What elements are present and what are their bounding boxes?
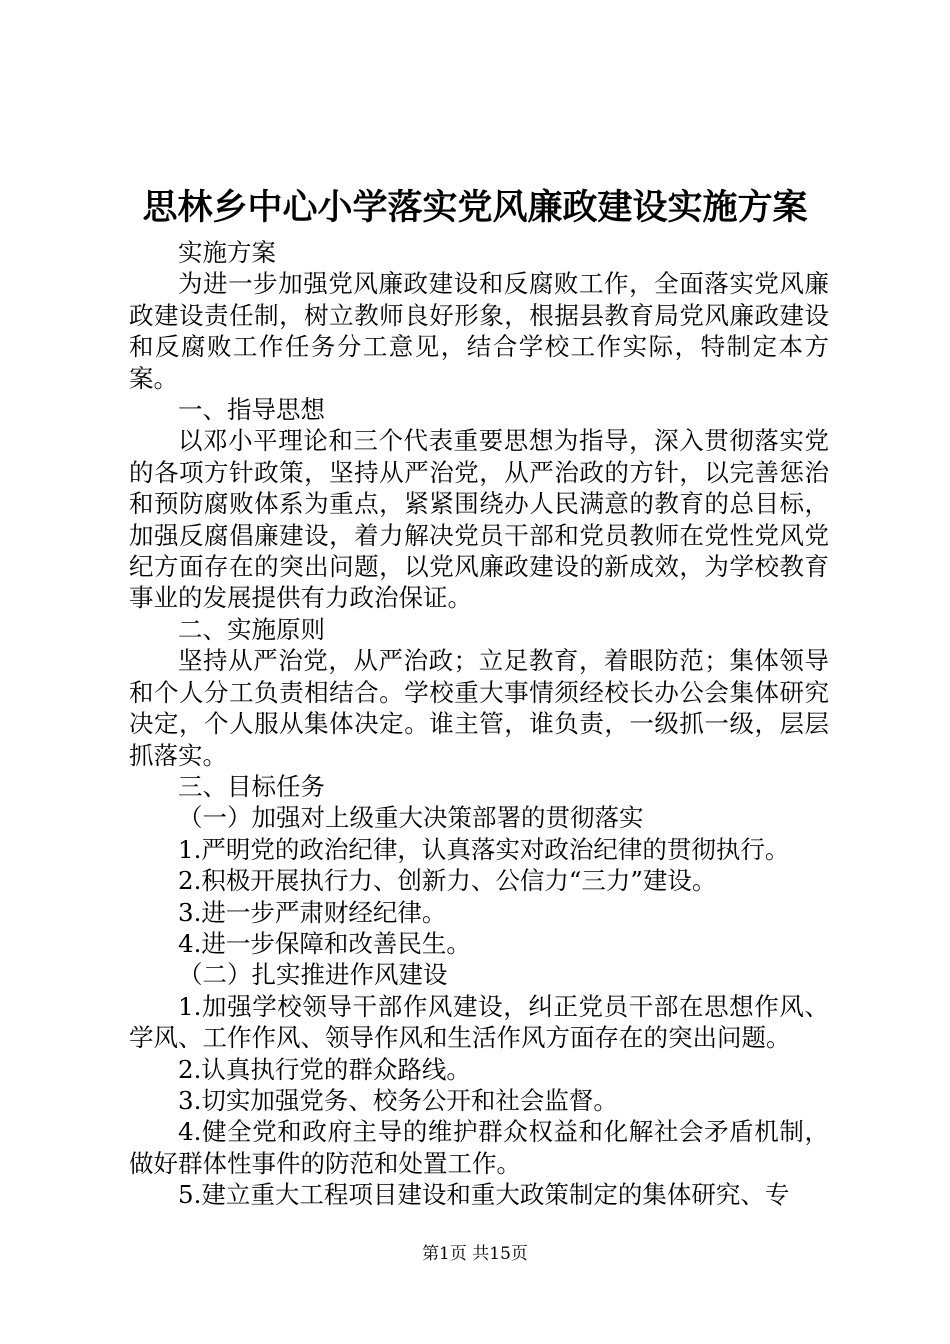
paragraph-guiding-ideology: 以邓小平理论和三个代表重要思想为指导，深入贯彻落实党的各项方针政策，坚持从严治党，从严治政的方针，以完善惩治和预防腐败体系为重点，紧紧围绕办人民满意的教育的总目标，加强反腐倡廉建设，着力解决党员干部和党员教师在党性党风党纪方面存在的突出问题，以党风廉政建设的新成效，为学校教育事业的发展提供有力政治保证。 — [129, 426, 829, 613]
list-item: 2.认真执行党的群众路线。 — [178, 1054, 471, 1084]
page-number-footer: 第1页 共15页 — [422, 1244, 528, 1264]
list-item: 3.进一步严肃财经纪律。 — [178, 897, 447, 927]
section-heading-guiding-ideology: 一、指导思想 — [178, 395, 325, 425]
section-heading-goals: 三、目标任务 — [178, 771, 325, 801]
document-body — [129, 237, 829, 1211]
list-item: 1.加强学校领导干部作风建设，纠正党员干部在思想作风、学风、工作作风、领导作风和生活作风方面存在的突出问题。 — [129, 991, 829, 1053]
list-item: 4.健全党和政府主导的维护群众权益和化解社会矛盾机制，做好群体性事件的防范和处置工作。 — [129, 1117, 829, 1178]
section-heading-principles: 二、实施原则 — [178, 614, 325, 644]
list-item: 4.进一步保障和改善民生。 — [178, 928, 471, 958]
list-item: 3.切实加强党务、校务公开和社会监督。 — [178, 1085, 618, 1115]
list-item: 2.积极开展执行力、创新力、公信力“三力”建设。 — [178, 866, 717, 896]
paragraph-principles: 坚持从严治党，从严治政；立足教育，着眼防范；集体领导和个人分工负责相结合。学校重大事情须经校长办公会集体研究决定，个人服从集体决定。谁主管，谁负责，一级抓一级，层层抓落实。 — [129, 646, 829, 770]
document-title: 思林乡中心小学落实党风廉政建设实施方案 — [142, 187, 808, 228]
subsection-heading-1: （一）加强对上级重大决策部署的贯彻落实 — [178, 803, 644, 833]
subsection-heading-2: （二）扎实推进作风建设 — [178, 960, 448, 990]
list-item: 1.严明党的政治纪律，认真落实对政治纪律的贯彻执行。 — [178, 834, 790, 864]
list-item: 5.建立重大工程项目建设和重大政策制定的集体研究、专 — [178, 1180, 790, 1210]
paragraph-heading-plan: 实施方案 — [178, 238, 276, 267]
paragraph-intro: 为进一步加强党风廉政建设和反腐败工作，全面落实党风廉政建设责任制，树立教师良好形象，根据县教育局党风廉政建设和反腐败工作任务分工意见，结合学校工作实际，特制定本方案。 — [129, 269, 829, 393]
